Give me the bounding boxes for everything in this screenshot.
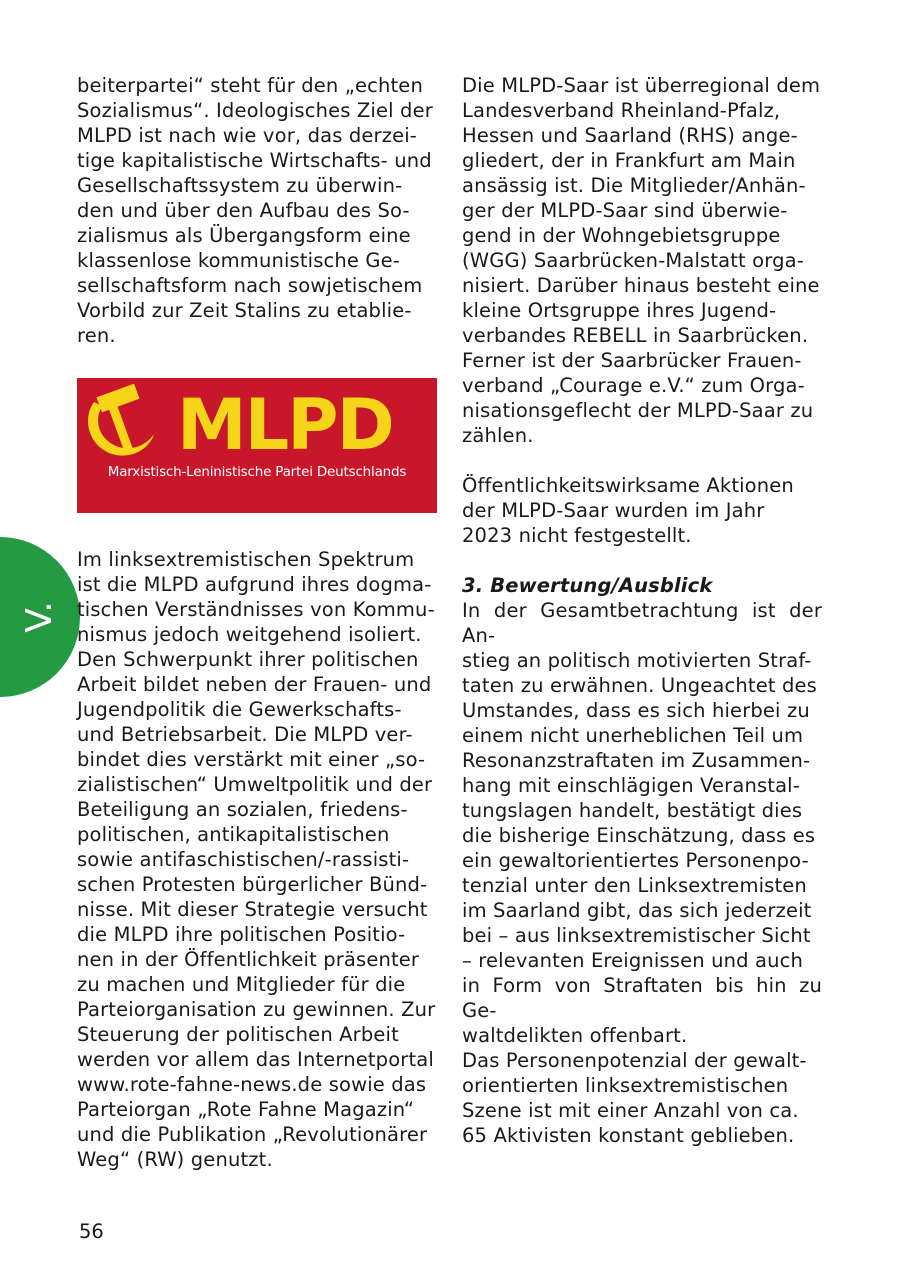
text-line: ein gewaltorientiertes Personenpo- — [462, 849, 809, 872]
text-line: Das Personenpotenzial der gewalt- — [462, 1049, 807, 1072]
text-line: Beteiligung an sozialen, friedens- — [77, 798, 408, 821]
text-line: bindet dies verstärkt mit einer „so- — [77, 748, 426, 771]
text-line: sowie antifaschistischen/-rassisti- — [77, 848, 410, 871]
text-line: In der Gesamtbetrachtung ist der An- — [462, 599, 822, 647]
text-line: Szene ist mit einer Anzahl von ca. — [462, 1099, 799, 1122]
text-line: www.rote-fahne-news.de sowie das — [77, 1073, 427, 1096]
text-line: tenzial unter den Linksextremisten — [462, 874, 807, 897]
section-heading: 3. Bewertung/Ausblick — [462, 574, 713, 597]
text-line: und die Publikation „Revolutionärer — [77, 1123, 428, 1146]
left-para-2 — [77, 547, 437, 1172]
text-line: Den Schwerpunkt ihrer politischen — [77, 648, 419, 671]
text-line: Resonanzstraftaten im Zusammen- — [462, 749, 811, 772]
text-line: zialismus als Übergangsform eine — [77, 224, 411, 247]
text-line: verband „Courage e.V.“ zum Orga- — [462, 374, 805, 397]
text-line: Vorbild zur Zeit Stalins zu etablie- — [77, 299, 412, 322]
text-line: die bisherige Einschätzung, dass es — [462, 824, 816, 847]
logo-subtitle: Marxistisch-Leninistische Partei Deutschlands — [107, 464, 407, 480]
text-line: politischen, antikapitalistischen — [77, 823, 390, 846]
chapter-label: V. — [19, 601, 60, 633]
text-line: ansässig ist. Die Mitglieder/Anhän- — [462, 174, 806, 197]
text-line: tischen Verständnisses von Kommu- — [77, 598, 435, 621]
text-line: Sozialismus“. Ideologisches Ziel der — [77, 99, 433, 122]
hammer-sickle-icon — [80, 382, 170, 464]
paragraph-gap — [462, 448, 822, 473]
text-line: in Form von Straftaten bis hin zu Ge- — [462, 974, 822, 1022]
text-line: klassenlose kommunistische Ge- — [77, 249, 400, 272]
text-line: sellschaftsform nach sowjetischem — [77, 274, 423, 297]
text-line: den und über den Aufbau des So- — [77, 199, 410, 222]
text-line: bei – aus linksextremistischer Sicht — [462, 924, 811, 947]
page-number: 56 — [79, 1220, 104, 1243]
text-line: ren. — [77, 324, 116, 347]
text-line: gliedert, der in Frankfurt am Main — [462, 149, 796, 172]
text-line: tungslagen handelt, bestätigt dies — [462, 799, 803, 822]
text-line: nisationsgeflecht der MLPD-Saar zu — [462, 399, 814, 422]
text-line: waltdelikten offenbart. — [462, 1024, 688, 1047]
text-line: Die MLPD-Saar ist überregional dem — [462, 74, 821, 97]
logo-title: MLPD — [177, 384, 393, 466]
text-line: Steuerung der politischen Arbeit — [77, 1023, 399, 1046]
text-line: 65 Aktivisten konstant geblieben. — [462, 1124, 795, 1147]
text-line: Umstandes, dass es sich hierbei zu — [462, 699, 810, 722]
text-line: Im linksextremistischen Spektrum — [77, 548, 415, 571]
text-line: gend in der Wohngebietsgruppe — [462, 224, 781, 247]
text-line: ist die MLPD aufgrund ihres dogma- — [77, 573, 432, 596]
text-line: 2023 nicht festgestellt. — [462, 524, 692, 547]
text-line: einem nicht unerheblichen Teil um — [462, 724, 804, 747]
text-line: hang mit einschlägigen Veranstal- — [462, 774, 800, 797]
text-line: taten zu erwähnen. Ungeachtet des — [462, 674, 817, 697]
text-line: zählen. — [462, 424, 534, 447]
text-line: kleine Ortsgruppe ihres Jugend- — [462, 299, 777, 322]
text-line: Ferner ist der Saarbrücker Frauen- — [462, 349, 802, 372]
text-line: tige kapitalistische Wirtschafts- und — [77, 149, 432, 172]
left-column-top — [77, 73, 437, 348]
right-para-2 — [462, 473, 822, 548]
text-line: im Saarland gibt, das sich jederzeit — [462, 899, 812, 922]
text-line: Landesverband Rheinland-Pfalz, — [462, 99, 781, 122]
text-line: nisiert. Darüber hinaus besteht eine — [462, 274, 820, 297]
paragraph-gap — [462, 548, 822, 573]
text-line: Weg“ (RW) genutzt. — [77, 1148, 273, 1171]
text-line: Parteiorgan „Rote Fahne Magazin“ — [77, 1098, 415, 1121]
text-line: beiterpartei“ steht für den „echten — [77, 74, 423, 97]
right-para-4 — [462, 1048, 822, 1148]
text-line: Parteiorganisation zu gewinnen. Zur — [77, 998, 436, 1021]
text-line: nisse. Mit dieser Strategie versucht — [77, 898, 428, 921]
text-line: (WGG) Saarbrücken-Malstatt orga- — [462, 249, 804, 272]
text-line: schen Protesten bürgerlicher Bünd- — [77, 873, 428, 896]
text-line: werden vor allem das Internetportal — [77, 1048, 434, 1071]
text-line: nen in der Öffentlichkeit präsenter — [77, 948, 420, 971]
text-line: Jugendpolitik die Gewerkschafts- — [77, 698, 402, 721]
text-line: Arbeit bildet neben der Frauen- und — [77, 673, 432, 696]
right-para-3 — [462, 598, 822, 1048]
text-line: Gesellschaftssystem zu überwin- — [77, 174, 403, 197]
text-line: nismus jedoch weitgehend isoliert. — [77, 623, 422, 646]
text-line: zu machen und Mitglieder für die — [77, 973, 406, 996]
text-line: und Betriebsarbeit. Die MLPD ver- — [77, 723, 413, 746]
left-column-bottom — [77, 547, 437, 1172]
text-line: orientierten linksextremistischen — [462, 1074, 789, 1097]
text-line: stieg an politisch motivierten Straf- — [462, 649, 812, 672]
text-line: Öffentlichkeitswirksame Aktionen — [462, 474, 794, 497]
mlpd-logo — [77, 378, 437, 513]
text-line: der MLPD-Saar wurden im Jahr — [462, 499, 765, 522]
text-line: ger der MLPD-Saar sind überwie- — [462, 199, 788, 222]
text-line: verbandes REBELL in Saarbrücken. — [462, 324, 809, 347]
text-line: – relevanten Ereignissen und auch — [462, 949, 803, 972]
text-line: MLPD ist nach wie vor, das derzei- — [77, 124, 417, 147]
right-para-1 — [462, 73, 822, 448]
text-line: zialistischen“ Umweltpolitik und der — [77, 773, 433, 796]
right-column — [462, 73, 822, 1148]
left-para-1 — [77, 73, 437, 348]
text-line: die MLPD ihre politischen Positio- — [77, 923, 406, 946]
text-line: Hessen und Saarland (RHS) ange- — [462, 124, 798, 147]
